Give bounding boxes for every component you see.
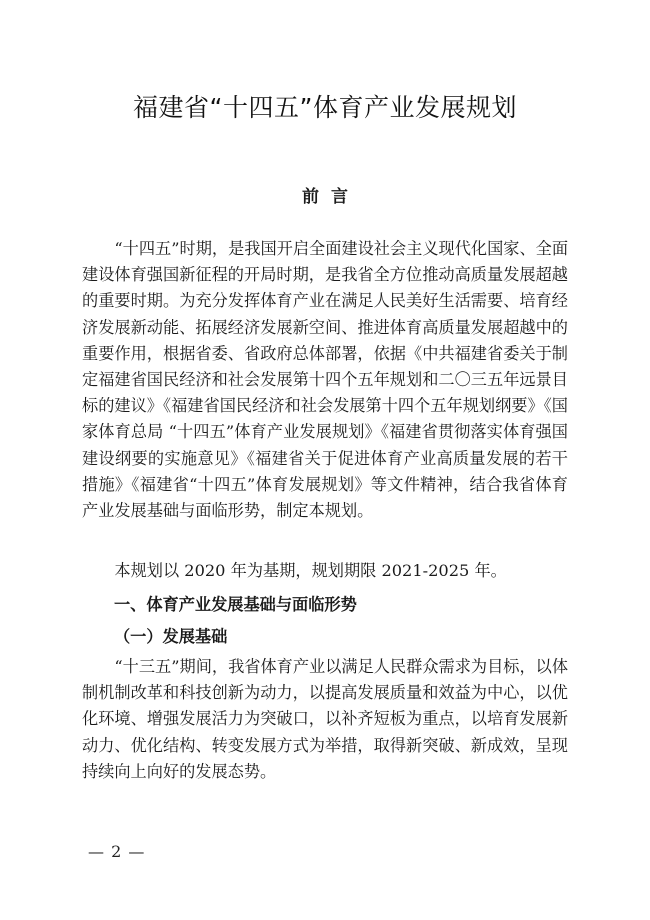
document-title: 福建省“十四五”体育产业发展规划 <box>133 93 517 122</box>
development-basis-paragraph: “十三五”期间，我省体育产业以满足人民群众需求为目标，以体制机制改革和科技创新为动力，以提高发展质量和效益为中心，以优化环境、增强发展活力为突破口，以补齐短板为重点，以培育发展新动力、优化结构、转变发展方式为举措，取得新突破、新成效，呈现持续向上向好的发展态势。 <box>82 657 569 781</box>
subsection-heading: （一）发展基础 <box>114 627 228 646</box>
planning-period-paragraph: 本规划以 2020 年为基期，规划期限 2021-2025 年。 <box>114 561 507 580</box>
section-heading: 一、体育产业发展基础与面临形势 <box>114 595 357 614</box>
preface-heading: 前言 <box>302 187 360 207</box>
preface-paragraph: “十四五”时期，是我国开启全面建设社会主义现代化国家、全面建设体育强国新征程的开局时期，是我省全方位推动高质量发展超越的重要时期。为充分发挥体育产业在满足人民美好生活需要、培育经济发展新动能、拓展经济发展新空间、推进体育高质量发展超越中的重要作用，根据省委、省政府总体部署，依据《中共福建省委关于制定福建省国民经济和社会发展第十四个五年规划和二〇三五年远景目标的建议》《福建省国民经济和社会发展第十四个五年规划纲要》《国家体育总局 “十四五”体育产业发展规划》《福建省贯彻落实体育强国建设纲要的实施意见》《福建省关于促进体育产业高质量发展的若干措施》《福建省“十四五”体育发展规划》等文件精神，结合我省体育产业发展基础与面临形势，制定本规划。 <box>82 239 569 521</box>
page-number: — 2 — <box>88 842 146 861</box>
